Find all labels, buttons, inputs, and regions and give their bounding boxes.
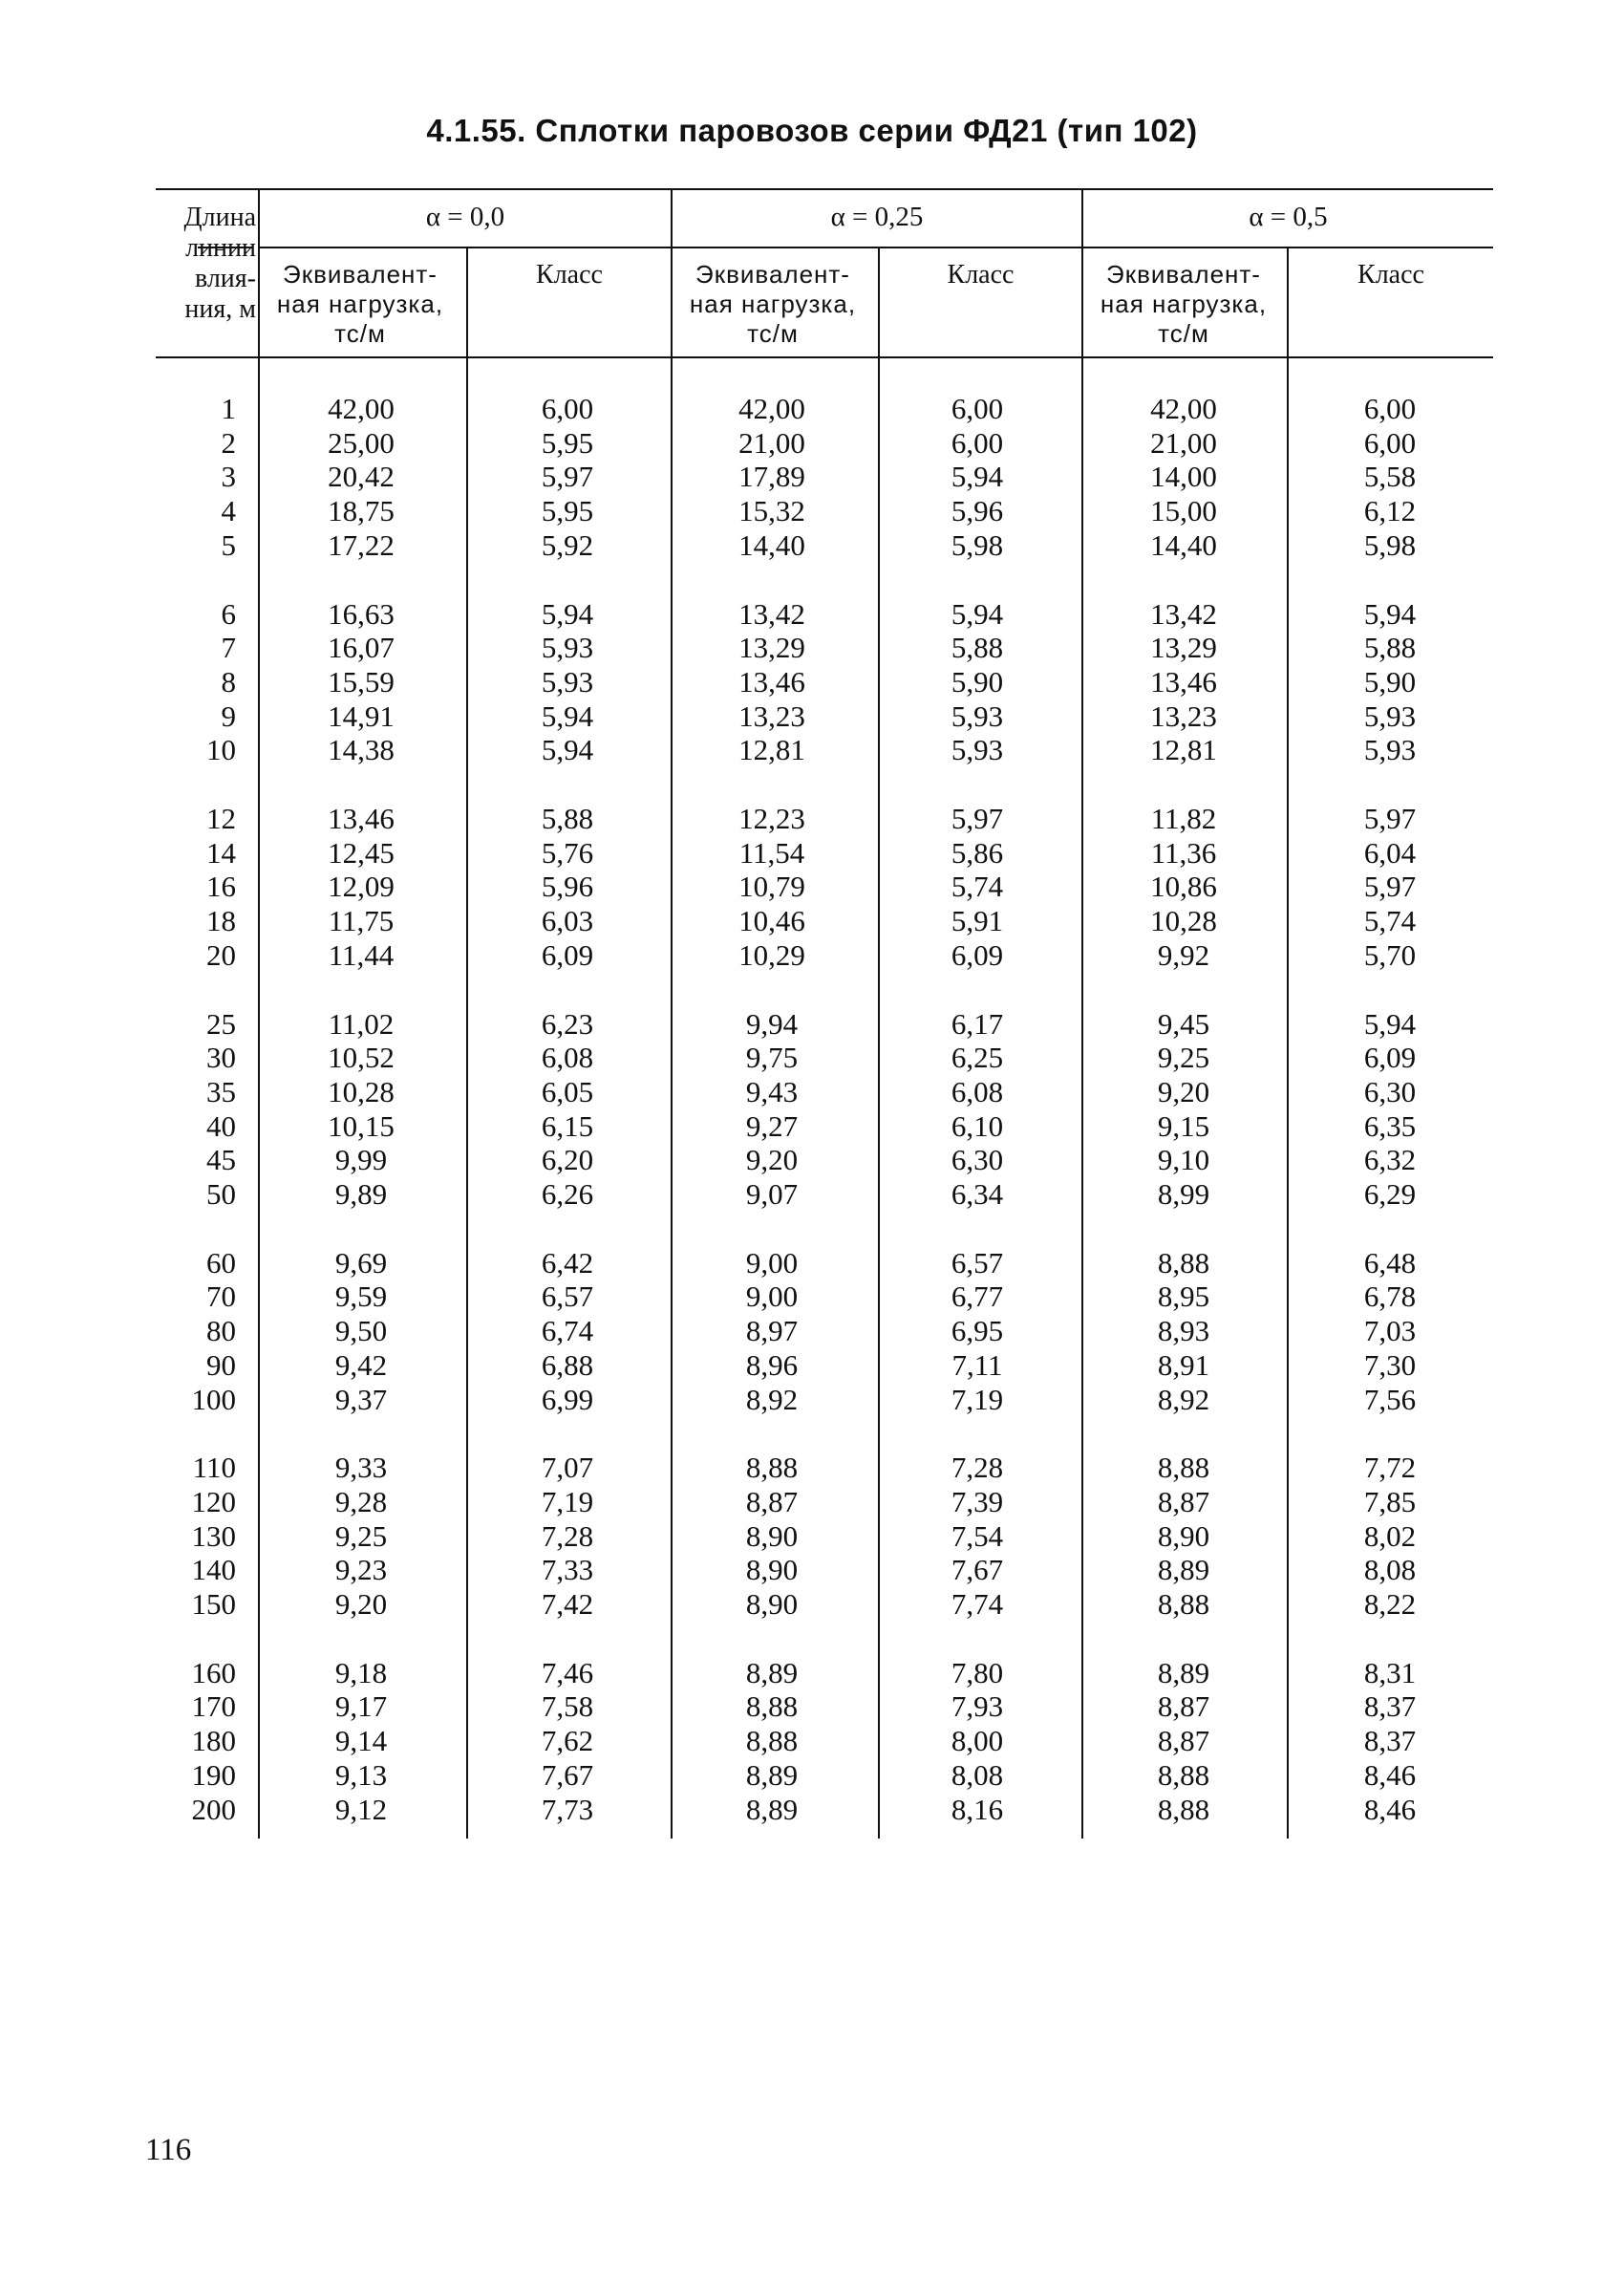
class-cell: 7,73 bbox=[541, 1792, 594, 1826]
load-cell: 20,42 bbox=[328, 460, 395, 494]
load-cell: 8,88 bbox=[1157, 1792, 1210, 1826]
length-cell: 35 bbox=[206, 1074, 236, 1108]
load-cell: 21,00 bbox=[1150, 425, 1217, 460]
class-cell: 7,56 bbox=[1363, 1382, 1417, 1416]
load-cell: 21,00 bbox=[738, 425, 805, 460]
length-cell: 130 bbox=[191, 1518, 236, 1553]
length-cell: 1 bbox=[221, 392, 236, 425]
class-cell: 8,08 bbox=[1363, 1553, 1417, 1587]
length-cell: 8 bbox=[221, 664, 236, 699]
class-cell: 5,97 bbox=[951, 802, 1004, 835]
class-cell: 5,86 bbox=[951, 835, 1004, 870]
class-cell: 6,03 bbox=[541, 904, 594, 938]
load-cell: 8,87 bbox=[1157, 1724, 1210, 1758]
class-header-0: Класс bbox=[536, 260, 603, 290]
load-cell: 15,59 bbox=[328, 664, 395, 699]
load-cell: 9,12 bbox=[334, 1792, 388, 1826]
class-cell: 5,93 bbox=[1363, 699, 1417, 733]
load-cell: 16,07 bbox=[328, 631, 395, 665]
length-cell: 90 bbox=[206, 1347, 236, 1382]
class-cell: 6,32 bbox=[1363, 1143, 1417, 1177]
load-cell: 8,97 bbox=[745, 1314, 799, 1348]
class-cell: 6,74 bbox=[541, 1314, 594, 1348]
class-cell: 5,88 bbox=[951, 631, 1004, 665]
class-cell: 7,62 bbox=[541, 1724, 594, 1758]
load-cell: 10,28 bbox=[328, 1074, 395, 1108]
class-cell: 5,93 bbox=[951, 699, 1004, 733]
class-cell: 7,42 bbox=[541, 1587, 594, 1621]
load-cell: 8,92 bbox=[1157, 1382, 1210, 1416]
length-cell: 30 bbox=[206, 1041, 236, 1075]
class-cell: 5,94 bbox=[541, 733, 594, 767]
col-divider-2 bbox=[671, 188, 673, 1839]
class-cell: 6,26 bbox=[541, 1177, 594, 1211]
class-cell: 5,93 bbox=[1363, 733, 1417, 767]
class-cell: 5,94 bbox=[951, 596, 1004, 631]
load-cell: 42,00 bbox=[738, 392, 805, 425]
class-cell: 8,22 bbox=[1363, 1587, 1417, 1621]
class-cell: 6,23 bbox=[541, 1006, 594, 1041]
col-divider-1 bbox=[466, 248, 468, 1839]
class-cell: 5,98 bbox=[1363, 527, 1417, 562]
load-cell: 10,15 bbox=[328, 1108, 395, 1143]
class-cell: 5,74 bbox=[951, 870, 1004, 904]
load-cell: 8,95 bbox=[1157, 1280, 1210, 1314]
load-cell: 8,89 bbox=[1157, 1553, 1210, 1587]
load-cell: 8,88 bbox=[745, 1451, 799, 1485]
class-cell: 6,57 bbox=[541, 1280, 594, 1314]
class-cell: 6,09 bbox=[1363, 1041, 1417, 1075]
class-cell: 6,42 bbox=[541, 1245, 594, 1280]
length-cell: 150 bbox=[191, 1587, 236, 1621]
col-divider-3 bbox=[878, 248, 880, 1839]
top-rule bbox=[156, 188, 1493, 190]
length-cell: 40 bbox=[206, 1108, 236, 1143]
class-cell: 5,98 bbox=[951, 527, 1004, 562]
load-cell: 10,29 bbox=[738, 937, 805, 972]
load-header-1: Эквивалент- ная нагрузка, тс/м bbox=[689, 260, 857, 348]
class-cell: 5,93 bbox=[541, 631, 594, 665]
class-cell: 6,10 bbox=[951, 1108, 1004, 1143]
class-cell: 8,00 bbox=[951, 1724, 1004, 1758]
class-cell: 6,08 bbox=[541, 1041, 594, 1075]
load-cell: 8,89 bbox=[745, 1757, 799, 1792]
length-cell: 200 bbox=[191, 1792, 236, 1826]
class-cell: 8,02 bbox=[1363, 1518, 1417, 1553]
load-cell: 8,92 bbox=[745, 1382, 799, 1416]
class-cell: 7,85 bbox=[1363, 1484, 1417, 1518]
class-cell: 6,99 bbox=[541, 1382, 594, 1416]
load-cell: 13,29 bbox=[738, 631, 805, 665]
load-cell: 9,00 bbox=[745, 1245, 799, 1280]
class-cell: 7,33 bbox=[541, 1553, 594, 1587]
class-cell: 8,37 bbox=[1363, 1724, 1417, 1758]
load-cell: 16,63 bbox=[328, 596, 395, 631]
load-cell: 8,90 bbox=[745, 1518, 799, 1553]
load-cell: 18,75 bbox=[328, 494, 395, 528]
col-divider-5 bbox=[1287, 248, 1289, 1839]
load-cell: 9,28 bbox=[334, 1484, 388, 1518]
load-cell: 8,88 bbox=[1157, 1757, 1210, 1792]
load-cell: 11,02 bbox=[328, 1006, 395, 1041]
class-cell: 6,15 bbox=[541, 1108, 594, 1143]
class-cell: 5,88 bbox=[541, 802, 594, 835]
load-cell: 8,90 bbox=[745, 1587, 799, 1621]
load-cell: 11,44 bbox=[328, 937, 395, 972]
class-cell: 5,88 bbox=[1363, 631, 1417, 665]
load-cell: 15,32 bbox=[738, 494, 805, 528]
class-cell: 5,94 bbox=[541, 699, 594, 733]
class-cell: 5,95 bbox=[541, 425, 594, 460]
load-cell: 9,17 bbox=[334, 1689, 388, 1724]
class-cell: 5,93 bbox=[541, 664, 594, 699]
load-cell: 14,00 bbox=[1150, 460, 1217, 494]
load-cell: 8,87 bbox=[745, 1484, 799, 1518]
load-cell: 9,25 bbox=[334, 1518, 388, 1553]
load-cell: 9,75 bbox=[745, 1041, 799, 1075]
load-cell: 17,89 bbox=[738, 460, 805, 494]
load-cell: 12,45 bbox=[328, 835, 395, 870]
length-cell: 2 bbox=[221, 425, 236, 460]
length-cell: 9 bbox=[221, 699, 236, 733]
class-cell: 8,31 bbox=[1363, 1655, 1417, 1689]
load-cell: 9,25 bbox=[1157, 1041, 1210, 1075]
load-cell: 9,15 bbox=[1157, 1108, 1210, 1143]
load-cell: 9,27 bbox=[745, 1108, 799, 1143]
load-cell: 8,87 bbox=[1157, 1689, 1210, 1724]
class-cell: 5,58 bbox=[1363, 460, 1417, 494]
length-cell: 7 bbox=[221, 631, 236, 665]
load-cell: 42,00 bbox=[1150, 392, 1217, 425]
load-cell: 8,99 bbox=[1157, 1177, 1210, 1211]
class-cell: 5,94 bbox=[1363, 1006, 1417, 1041]
load-cell: 9,07 bbox=[745, 1177, 799, 1211]
length-cell: 5 bbox=[221, 527, 236, 562]
load-cell: 10,28 bbox=[1150, 904, 1217, 938]
class-cell: 5,70 bbox=[1363, 937, 1417, 972]
class-cell: 6,17 bbox=[951, 1006, 1004, 1041]
class-cell: 6,20 bbox=[541, 1143, 594, 1177]
load-cell: 8,90 bbox=[1157, 1518, 1210, 1553]
class-cell: 6,00 bbox=[1363, 392, 1417, 425]
length-cell: 80 bbox=[206, 1314, 236, 1348]
class-cell: 5,94 bbox=[541, 596, 594, 631]
load-cell: 17,22 bbox=[328, 527, 395, 562]
length-cell: 6 bbox=[221, 596, 236, 631]
load-cell: 14,91 bbox=[328, 699, 395, 733]
load-cell: 9,89 bbox=[334, 1177, 388, 1211]
load-cell: 14,38 bbox=[328, 733, 395, 767]
class-cell: 7,28 bbox=[951, 1451, 1004, 1485]
class-cell: 7,07 bbox=[541, 1451, 594, 1485]
class-cell: 7,74 bbox=[951, 1587, 1004, 1621]
load-cell: 13,29 bbox=[1150, 631, 1217, 665]
class-cell: 5,95 bbox=[541, 494, 594, 528]
length-cell: 110 bbox=[192, 1451, 236, 1485]
class-cell: 7,80 bbox=[951, 1655, 1004, 1689]
load-cell: 9,23 bbox=[334, 1553, 388, 1587]
length-cell: 170 bbox=[191, 1689, 236, 1724]
load-cell: 9,94 bbox=[745, 1006, 799, 1041]
load-cell: 11,75 bbox=[328, 904, 395, 938]
class-cell: 7,93 bbox=[951, 1689, 1004, 1724]
load-cell: 10,79 bbox=[738, 870, 805, 904]
load-cell: 9,45 bbox=[1157, 1006, 1210, 1041]
load-cell: 8,88 bbox=[745, 1724, 799, 1758]
length-cell: 60 bbox=[206, 1245, 236, 1280]
class-cell: 6,30 bbox=[951, 1143, 1004, 1177]
length-cell: 16 bbox=[206, 870, 236, 904]
length-cell: 14 bbox=[206, 835, 236, 870]
load-cell: 9,00 bbox=[745, 1280, 799, 1314]
length-cell: 4 bbox=[221, 494, 236, 528]
load-cell: 8,89 bbox=[1157, 1655, 1210, 1689]
length-cell: 120 bbox=[191, 1484, 236, 1518]
load-cell: 9,20 bbox=[745, 1143, 799, 1177]
class-cell: 7,30 bbox=[1363, 1347, 1417, 1382]
class-cell: 5,97 bbox=[1363, 870, 1417, 904]
load-cell: 9,50 bbox=[334, 1314, 388, 1348]
class-cell: 6,48 bbox=[1363, 1245, 1417, 1280]
class-cell: 5,93 bbox=[951, 733, 1004, 767]
class-cell: 6,12 bbox=[1363, 494, 1417, 528]
class-cell: 6,09 bbox=[541, 937, 594, 972]
class-cell: 5,96 bbox=[951, 494, 1004, 528]
load-cell: 13,46 bbox=[328, 802, 395, 835]
class-cell: 5,74 bbox=[1363, 904, 1417, 938]
class-cell: 6,57 bbox=[951, 1245, 1004, 1280]
load-cell: 8,88 bbox=[1157, 1587, 1210, 1621]
class-cell: 7,19 bbox=[951, 1382, 1004, 1416]
class-cell: 6,09 bbox=[951, 937, 1004, 972]
class-cell: 6,05 bbox=[541, 1074, 594, 1108]
length-cell: 12 bbox=[206, 802, 236, 835]
load-cell: 13,23 bbox=[738, 699, 805, 733]
load-cell: 10,86 bbox=[1150, 870, 1217, 904]
class-cell: 7,03 bbox=[1363, 1314, 1417, 1348]
length-cell: 70 bbox=[206, 1280, 236, 1314]
length-cell: 20 bbox=[206, 937, 236, 972]
class-cell: 7,67 bbox=[541, 1757, 594, 1792]
load-cell: 25,00 bbox=[328, 425, 395, 460]
class-cell: 8,46 bbox=[1363, 1792, 1417, 1826]
length-cell: 10 bbox=[206, 733, 236, 767]
class-cell: 6,29 bbox=[1363, 1177, 1417, 1211]
load-cell: 8,90 bbox=[745, 1553, 799, 1587]
class-cell: 8,37 bbox=[1363, 1689, 1417, 1724]
load-cell: 42,00 bbox=[328, 392, 395, 425]
class-cell: 5,90 bbox=[1363, 664, 1417, 699]
class-cell: 6,88 bbox=[541, 1347, 594, 1382]
class-cell: 5,94 bbox=[951, 460, 1004, 494]
alpha-group-0: α = 0,0 bbox=[425, 202, 505, 232]
load-cell: 14,40 bbox=[738, 527, 805, 562]
load-cell: 12,81 bbox=[738, 733, 805, 767]
load-cell: 8,87 bbox=[1157, 1484, 1210, 1518]
class-cell: 7,19 bbox=[541, 1484, 594, 1518]
load-header-2: Эквивалент- ная нагрузка, тс/м bbox=[1100, 260, 1268, 348]
load-cell: 11,54 bbox=[738, 835, 805, 870]
load-cell: 9,42 bbox=[334, 1347, 388, 1382]
load-cell: 9,10 bbox=[1157, 1143, 1210, 1177]
load-cell: 12,81 bbox=[1150, 733, 1217, 767]
load-cell: 8,89 bbox=[745, 1792, 799, 1826]
load-cell: 8,88 bbox=[1157, 1451, 1210, 1485]
class-cell: 8,08 bbox=[951, 1757, 1004, 1792]
class-cell: 7,72 bbox=[1363, 1451, 1417, 1485]
class-header-1: Класс bbox=[947, 260, 1015, 290]
load-cell: 13,46 bbox=[738, 664, 805, 699]
class-cell: 5,76 bbox=[541, 835, 594, 870]
class-cell: 6,78 bbox=[1363, 1280, 1417, 1314]
class-cell: 7,28 bbox=[541, 1518, 594, 1553]
table-title: 4.1.55. Сплотки паровозов серии ФД21 (тип 102) bbox=[426, 113, 1198, 148]
class-header-2: Класс bbox=[1357, 260, 1424, 290]
load-cell: 13,42 bbox=[1150, 596, 1217, 631]
load-cell: 9,43 bbox=[745, 1074, 799, 1108]
length-cell: 45 bbox=[206, 1143, 236, 1177]
load-cell: 11,36 bbox=[1150, 835, 1217, 870]
class-cell: 5,91 bbox=[951, 904, 1004, 938]
class-cell: 6,30 bbox=[1363, 1074, 1417, 1108]
length-cell: 18 bbox=[206, 904, 236, 938]
class-cell: 7,67 bbox=[951, 1553, 1004, 1587]
class-cell: 6,77 bbox=[951, 1280, 1004, 1314]
class-cell: 8,46 bbox=[1363, 1757, 1417, 1792]
load-cell: 9,14 bbox=[334, 1724, 388, 1758]
class-cell: 6,04 bbox=[1363, 835, 1417, 870]
class-cell: 8,16 bbox=[951, 1792, 1004, 1826]
load-cell: 14,40 bbox=[1150, 527, 1217, 562]
load-cell: 13,42 bbox=[738, 596, 805, 631]
class-cell: 6,00 bbox=[541, 392, 594, 425]
load-cell: 9,37 bbox=[334, 1382, 388, 1416]
class-cell: 7,11 bbox=[951, 1347, 1003, 1382]
class-cell: 5,96 bbox=[541, 870, 594, 904]
length-cell: 180 bbox=[191, 1724, 236, 1758]
load-cell: 9,20 bbox=[334, 1587, 388, 1621]
load-cell: 9,59 bbox=[334, 1280, 388, 1314]
length-cell: 100 bbox=[191, 1382, 236, 1416]
class-cell: 6,35 bbox=[1363, 1108, 1417, 1143]
class-cell: 6,95 bbox=[951, 1314, 1004, 1348]
load-cell: 9,99 bbox=[334, 1143, 388, 1177]
load-cell: 9,92 bbox=[1157, 937, 1210, 972]
load-cell: 10,52 bbox=[328, 1041, 395, 1075]
length-cell: 25 bbox=[206, 1006, 236, 1041]
load-cell: 13,23 bbox=[1150, 699, 1217, 733]
load-cell: 13,46 bbox=[1150, 664, 1217, 699]
class-cell: 5,97 bbox=[1363, 802, 1417, 835]
class-cell: 6,00 bbox=[1363, 425, 1417, 460]
class-cell: 6,00 bbox=[951, 392, 1004, 425]
load-cell: 8,96 bbox=[745, 1347, 799, 1382]
load-cell: 9,69 bbox=[334, 1245, 388, 1280]
length-cell: 160 bbox=[191, 1655, 236, 1689]
class-cell: 7,58 bbox=[541, 1689, 594, 1724]
length-cell: 190 bbox=[191, 1757, 236, 1792]
load-cell: 12,09 bbox=[328, 870, 395, 904]
length-header: Длина линии влия- ния, м bbox=[183, 203, 256, 324]
length-cell: 50 bbox=[206, 1177, 236, 1211]
header-bottom-rule bbox=[156, 356, 1493, 358]
col-divider-4 bbox=[1081, 188, 1083, 1839]
load-cell: 9,20 bbox=[1157, 1074, 1210, 1108]
load-cell: 8,89 bbox=[745, 1655, 799, 1689]
alpha-group-1: α = 0,25 bbox=[830, 202, 924, 232]
class-cell: 6,00 bbox=[951, 425, 1004, 460]
class-cell: 7,46 bbox=[541, 1655, 594, 1689]
load-cell: 8,93 bbox=[1157, 1314, 1210, 1348]
class-cell: 6,34 bbox=[951, 1177, 1004, 1211]
load-cell: 8,88 bbox=[1157, 1245, 1210, 1280]
class-cell: 6,08 bbox=[951, 1074, 1004, 1108]
class-cell: 5,90 bbox=[951, 664, 1004, 699]
class-cell: 5,92 bbox=[541, 527, 594, 562]
class-cell: 6,25 bbox=[951, 1041, 1004, 1075]
load-cell: 9,13 bbox=[334, 1757, 388, 1792]
load-cell: 11,82 bbox=[1150, 802, 1217, 835]
alpha-rule bbox=[260, 247, 1493, 248]
load-cell: 9,18 bbox=[334, 1655, 388, 1689]
col-divider-length bbox=[258, 188, 260, 1839]
class-cell: 5,94 bbox=[1363, 596, 1417, 631]
length-cell: 3 bbox=[221, 460, 236, 494]
load-cell: 10,46 bbox=[738, 904, 805, 938]
load-header-0: Эквивалент- ная нагрузка, тс/м bbox=[276, 260, 444, 348]
load-cell: 9,33 bbox=[334, 1451, 388, 1485]
load-cell: 8,91 bbox=[1157, 1347, 1210, 1382]
length-cell: 140 bbox=[191, 1553, 236, 1587]
load-cell: 8,88 bbox=[745, 1689, 799, 1724]
load-cell: 12,23 bbox=[738, 802, 805, 835]
class-cell: 5,97 bbox=[541, 460, 594, 494]
class-cell: 7,39 bbox=[951, 1484, 1004, 1518]
page-number: 116 bbox=[145, 2133, 192, 2167]
alpha-group-2: α = 0,5 bbox=[1249, 202, 1328, 232]
class-cell: 7,54 bbox=[951, 1518, 1004, 1553]
load-cell: 15,00 bbox=[1150, 494, 1217, 528]
